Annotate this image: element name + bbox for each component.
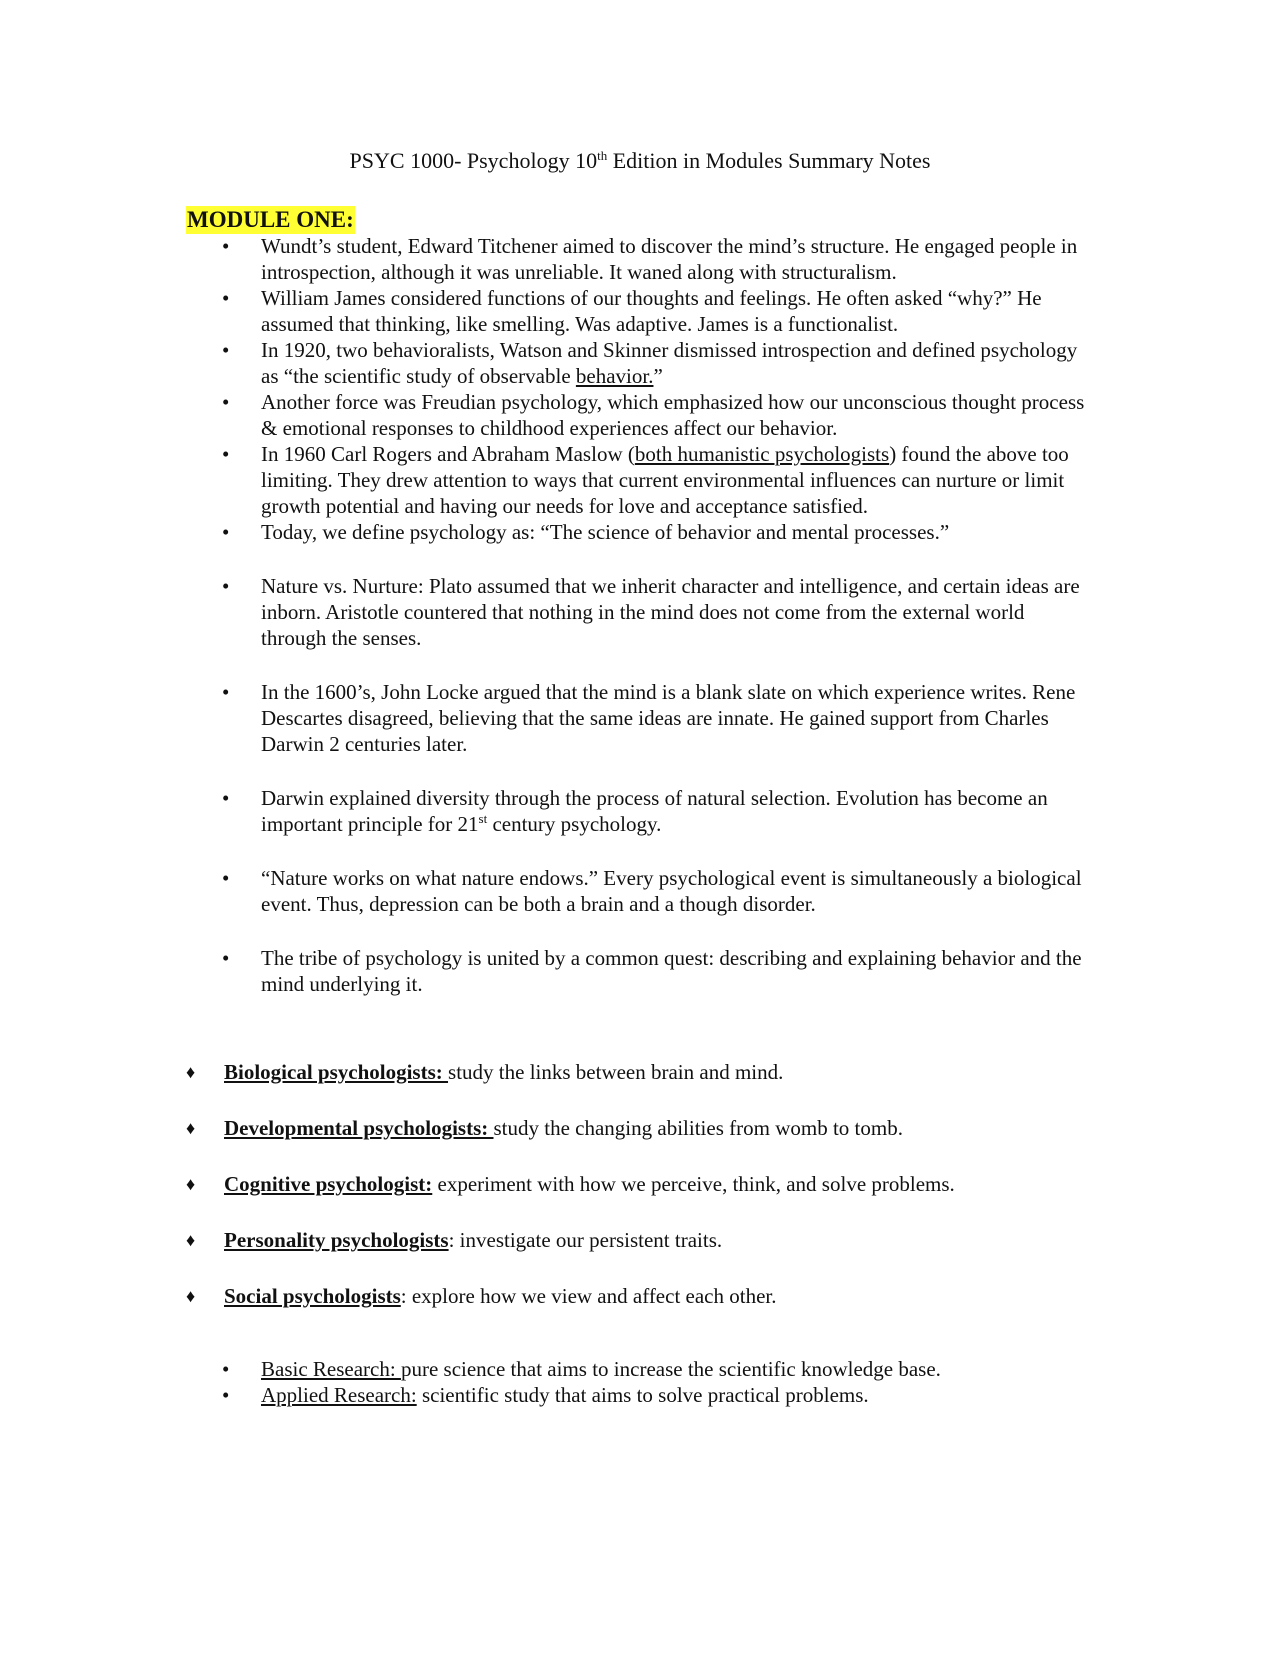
- bullet-icon: •: [222, 1357, 230, 1381]
- bullet-icon: •: [222, 574, 230, 598]
- bullet-icon: •: [222, 286, 230, 310]
- psychology-fields: [0, 1059, 1280, 1309]
- bullet-icon: •: [222, 442, 230, 466]
- list-item: • In the 1600’s, John Locke argued that the mind is a blank slate on which experience writes. Rene Descartes disagreed, believing that the same ideas are innate. He gained support from Charles Darwin 2 centuries later.: [222, 680, 1076, 756]
- bullet-icon: •: [222, 338, 230, 362]
- list-item: • “Nature works on what nature endows.” Every psychological event is simultaneously a biological event. Thus, depression can be both a brain and a though disorder.: [222, 866, 1082, 916]
- bullet-icon: •: [222, 520, 230, 544]
- list-item: • William James considered functions of our thoughts and feelings. He often asked “why?” He assumed that thinking, like smelling. Was adaptive. James is a functionalist.: [222, 286, 1042, 336]
- list-item: • Another force was Freudian psychology, which emphasized how our unconscious thought process & emotional responses to childhood experiences affect our behavior.: [222, 390, 1085, 440]
- list-item: ♦ Cognitive psychologist: experiment with how we perceive, think, and solve problems.: [186, 1172, 955, 1196]
- list-item: • In 1960 Carl Rogers and Abraham Maslow (both humanistic psychologists) found the above too limiting. They drew attention to ways that current environmental influences can nurture or limit growth potential and having our needs for love and acceptance satisfied.: [222, 442, 1069, 518]
- diamond-icon: ♦: [186, 1174, 196, 1194]
- bullet-icon: •: [222, 1383, 230, 1407]
- list-item: • Today, we define psychology as: “The science of behavior and mental processes.”: [222, 520, 950, 544]
- diamond-icon: ♦: [186, 1286, 196, 1306]
- list-item: • The tribe of psychology is united by a common quest: describing and explaining behavior and the mind underlying it.: [222, 946, 1082, 996]
- list-item: • Wundt’s student, Edward Titchener aimed to discover the mind’s structure. He engaged people in introspection, although it was unreliable. It waned along with structuralism.: [222, 234, 1078, 284]
- list-item: ♦ Social psychologists: explore how we view and affect each other.: [186, 1284, 777, 1308]
- list-item: ♦ Biological psychologists: study the links between brain and mind.: [186, 1060, 784, 1084]
- list-item: • In 1920, two behavioralists, Watson and Skinner dismissed introspection and defined psychology as “the scientific study of observable behavior.”: [222, 338, 1078, 388]
- research-types: [0, 1356, 1280, 1408]
- diamond-icon: ♦: [186, 1230, 196, 1250]
- list-item: • Basic Research: pure science that aims to increase the scientific knowledge base.: [222, 1357, 941, 1381]
- list-item: ♦ Personality psychologists: investigate our persistent traits.: [186, 1228, 723, 1252]
- bullet-icon: •: [222, 786, 230, 810]
- bullet-icon: •: [222, 946, 230, 970]
- bullet-icon: •: [222, 234, 230, 258]
- list-item: • Darwin explained diversity through the process of natural selection. Evolution has become an important principle for 21st century psychology.: [222, 786, 1048, 836]
- diamond-icon: ♦: [186, 1118, 196, 1138]
- document-title: PSYC 1000- Psychology 10th Edition in Modules Summary Notes: [349, 148, 931, 173]
- bullet-icon: •: [222, 866, 230, 890]
- list-item: • Nature vs. Nurture: Plato assumed that we inherit character and intelligence, and certain ideas are inborn. Aristotle countered that nothing in the mind does not come from the external world through the senses.: [222, 574, 1080, 650]
- module-heading: MODULE ONE:: [187, 207, 354, 232]
- diamond-icon: ♦: [186, 1062, 196, 1082]
- bullet-icon: •: [222, 390, 230, 414]
- module-one-points: [0, 233, 1280, 997]
- bullet-icon: •: [222, 680, 230, 704]
- list-item: ♦ Developmental psychologists: study the changing abilities from womb to tomb.: [186, 1116, 903, 1140]
- list-item: • Applied Research: scientific study that aims to solve practical problems.: [222, 1383, 869, 1407]
